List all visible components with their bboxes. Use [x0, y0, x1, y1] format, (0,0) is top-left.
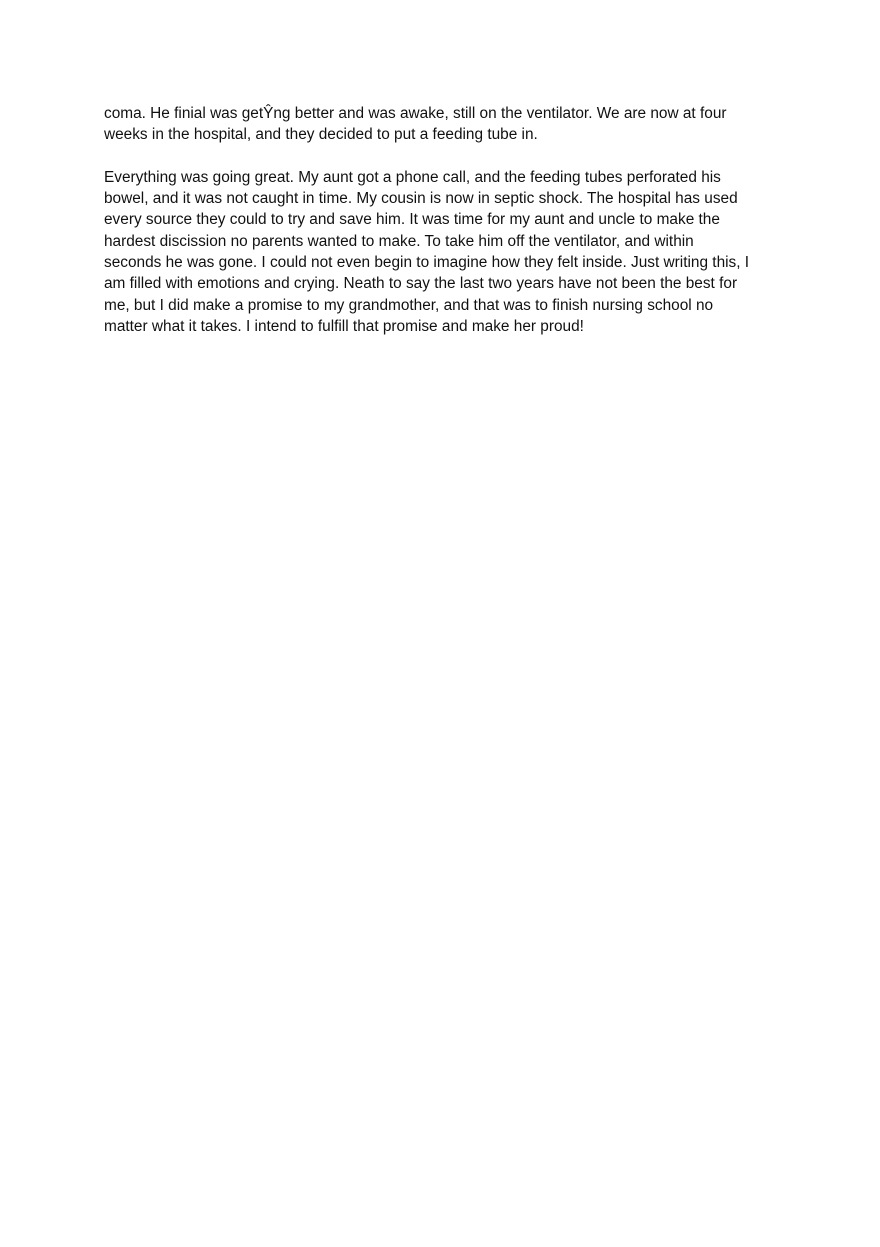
text-line: bowel, and it was not caught in time. My cousin is now in septic shock. The hospital has used	[104, 190, 738, 208]
text-line: coma. He finial was getŶng better and was awake, still on the ventilator. We are now at four	[104, 105, 727, 122]
paragraph-1	[104, 103, 776, 146]
text-line: weeks in the hospital, and they decided to put a feeding tube in.	[104, 126, 538, 144]
text-line: every source they could to try and save him. It was time for my aunt and uncle to make the	[104, 211, 720, 229]
text-line: am filled with emotions and crying. Neath to say the last two years have not been the best for	[104, 275, 738, 293]
text-line: seconds he was gone. I could not even begin to imagine how they felt inside. Just writing this, I	[104, 254, 750, 272]
text-line: Everything was going great. My aunt got a phone call, and the feeding tubes perforated his	[104, 168, 721, 186]
text-line: me, but I did make a promise to my grandmother, and that was to finish nursing school no	[104, 296, 714, 314]
text-line: matter what it takes. I intend to fulfill that promise and make her proud!	[104, 317, 584, 335]
text-line: hardest discission no parents wanted to make. To take him off the ventilator, and within	[104, 232, 694, 250]
paragraph-spacer	[104, 146, 776, 167]
document-body	[104, 103, 776, 337]
paragraph-2	[104, 167, 776, 337]
